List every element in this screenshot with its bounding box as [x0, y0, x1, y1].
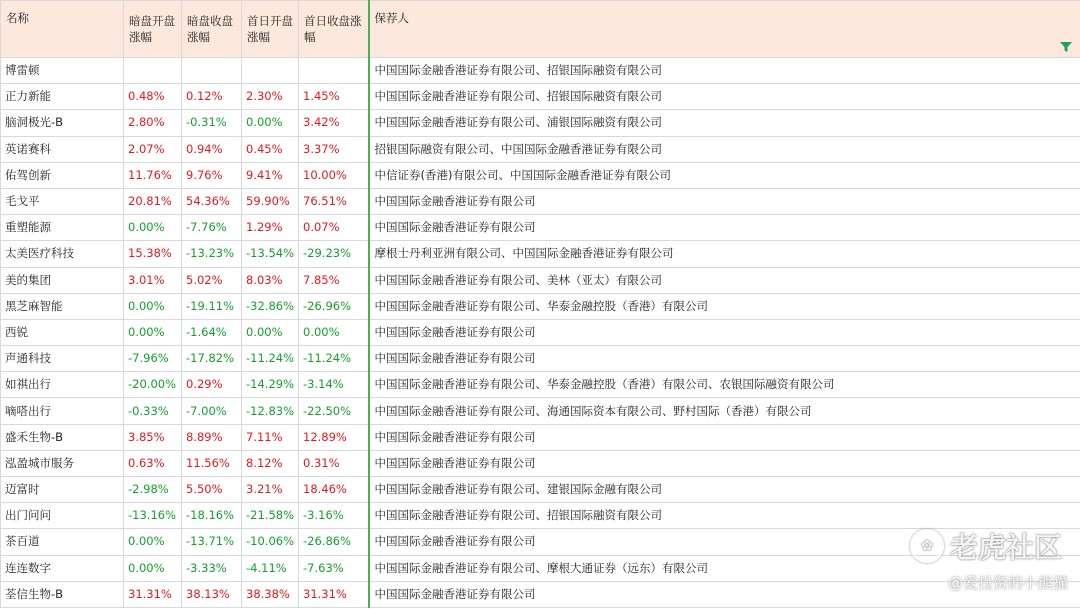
cell-dark-open[interactable]: -20.00%: [124, 372, 182, 398]
cell-name[interactable]: 美的集团: [1, 267, 124, 293]
cell-first-close[interactable]: 0.00%: [299, 319, 369, 345]
cell-name[interactable]: 嘀嗒出行: [1, 398, 124, 424]
cell-name[interactable]: 出门问问: [1, 503, 124, 529]
cell-name[interactable]: 黑芝麻智能: [1, 293, 124, 319]
cell-dark-open[interactable]: 2.07%: [124, 136, 182, 162]
cell-dark-close[interactable]: -17.82%: [182, 346, 242, 372]
cell-dark-close[interactable]: -18.16%: [182, 503, 242, 529]
cell-name[interactable]: 迈富时: [1, 477, 124, 503]
cell-first-close[interactable]: -7.63%: [299, 555, 369, 581]
cell-first-open[interactable]: 3.21%: [242, 477, 299, 503]
cell-first-close[interactable]: -26.96%: [299, 293, 369, 319]
cell-sponsor[interactable]: 中国国际金融香港证券有限公司、招银国际融资有限公司: [369, 503, 1080, 529]
cell-dark-open[interactable]: 0.00%: [124, 215, 182, 241]
table-row[interactable]: [1, 241, 1080, 267]
cell-dark-close[interactable]: -3.33%: [182, 555, 242, 581]
cell-first-open[interactable]: -10.06%: [242, 529, 299, 555]
header-sponsor[interactable]: [369, 1, 1080, 58]
cell-first-close[interactable]: 0.31%: [299, 450, 369, 476]
cell-name[interactable]: 西锐: [1, 319, 124, 345]
cell-dark-open[interactable]: 15.38%: [124, 241, 182, 267]
cell-dark-open[interactable]: 11.76%: [124, 162, 182, 188]
cell-first-open[interactable]: -21.58%: [242, 503, 299, 529]
table-row[interactable]: [1, 84, 1080, 110]
table-row[interactable]: [1, 136, 1080, 162]
cell-first-open[interactable]: -4.11%: [242, 555, 299, 581]
watermark-brand: 老虎社区: [949, 531, 1062, 564]
cell-dark-open[interactable]: -0.33%: [124, 398, 182, 424]
cell-dark-close[interactable]: [182, 58, 242, 84]
cell-sponsor[interactable]: 中国国际金融香港证券有限公司: [369, 581, 1080, 607]
cell-name[interactable]: 泓盈城市服务: [1, 450, 124, 476]
cell-first-close[interactable]: -22.50%: [299, 398, 369, 424]
header-first-open[interactable]: 首日开盘涨幅: [242, 1, 299, 58]
cell-dark-open[interactable]: 3.85%: [124, 424, 182, 450]
header-name[interactable]: 名称: [1, 1, 124, 58]
cell-dark-close[interactable]: -7.00%: [182, 398, 242, 424]
cell-name[interactable]: 博雷顿: [1, 58, 124, 84]
cell-first-close[interactable]: [299, 58, 369, 84]
cell-name[interactable]: 佑驾创新: [1, 162, 124, 188]
cell-dark-close[interactable]: 38.13%: [182, 581, 242, 607]
cell-sponsor[interactable]: 中国国际金融香港证券有限公司: [369, 529, 1080, 555]
cell-first-close[interactable]: 3.37%: [299, 136, 369, 162]
cell-first-close[interactable]: 31.31%: [299, 581, 369, 607]
cell-first-open[interactable]: 7.11%: [242, 424, 299, 450]
cell-name[interactable]: 荃信生物-B: [1, 581, 124, 607]
cell-first-open[interactable]: 0.00%: [242, 110, 299, 136]
cell-sponsor[interactable]: 中国国际金融香港证券有限公司: [369, 188, 1080, 214]
cell-dark-open[interactable]: 0.00%: [124, 293, 182, 319]
cell-name[interactable]: 重塑能源: [1, 215, 124, 241]
cell-sponsor[interactable]: 中国国际金融香港证券有限公司、招银国际融资有限公司: [369, 58, 1080, 84]
cell-first-close[interactable]: 76.51%: [299, 188, 369, 214]
cell-sponsor[interactable]: 中国国际金融香港证券有限公司、摩根大通证券（远东）有限公司: [369, 555, 1080, 581]
cell-dark-open[interactable]: 31.31%: [124, 581, 182, 607]
cell-first-close[interactable]: 10.00%: [299, 162, 369, 188]
cell-dark-open[interactable]: 0.00%: [124, 555, 182, 581]
cell-first-open[interactable]: 8.12%: [242, 450, 299, 476]
table-row[interactable]: [1, 267, 1080, 293]
cell-first-close[interactable]: -26.86%: [299, 529, 369, 555]
cell-dark-close[interactable]: -13.23%: [182, 241, 242, 267]
cell-name[interactable]: 脑洞极光-B: [1, 110, 124, 136]
table-row[interactable]: [1, 398, 1080, 424]
cell-name[interactable]: 正力新能: [1, 84, 124, 110]
cell-sponsor[interactable]: 中国国际金融香港证券有限公司: [369, 215, 1080, 241]
table-row[interactable]: [1, 293, 1080, 319]
cell-dark-close[interactable]: 0.29%: [182, 372, 242, 398]
table-row[interactable]: [1, 450, 1080, 476]
cell-first-close[interactable]: 3.42%: [299, 110, 369, 136]
table-row[interactable]: [1, 346, 1080, 372]
cell-sponsor[interactable]: 中国国际金融香港证券有限公司、招银国际融资有限公司: [369, 84, 1080, 110]
cell-name[interactable]: 连连数字: [1, 555, 124, 581]
header-row: [1, 1, 1080, 58]
cell-first-open[interactable]: 9.41%: [242, 162, 299, 188]
cell-first-open[interactable]: -14.29%: [242, 372, 299, 398]
cell-first-open[interactable]: 0.45%: [242, 136, 299, 162]
cell-sponsor[interactable]: 中国国际金融香港证券有限公司: [369, 450, 1080, 476]
cell-dark-close[interactable]: 11.56%: [182, 450, 242, 476]
cell-dark-close[interactable]: 5.50%: [182, 477, 242, 503]
cell-first-close[interactable]: -29.23%: [299, 241, 369, 267]
cell-dark-close[interactable]: 8.89%: [182, 424, 242, 450]
cell-dark-open[interactable]: -2.98%: [124, 477, 182, 503]
cell-first-open[interactable]: 1.29%: [242, 215, 299, 241]
cell-first-open[interactable]: 38.38%: [242, 581, 299, 607]
cell-first-close[interactable]: 1.45%: [299, 84, 369, 110]
cell-dark-close[interactable]: 0.94%: [182, 136, 242, 162]
cell-dark-close[interactable]: 5.02%: [182, 267, 242, 293]
cell-sponsor[interactable]: 摩根士丹利亚洲有限公司、中国国际金融香港证券有限公司: [369, 241, 1080, 267]
cell-dark-open[interactable]: 3.01%: [124, 267, 182, 293]
cell-sponsor[interactable]: 中国国际金融香港证券有限公司、建银国际金融有限公司: [369, 477, 1080, 503]
cell-first-open[interactable]: 59.90%: [242, 188, 299, 214]
cell-sponsor[interactable]: 中国国际金融香港证券有限公司、美林（亚太）有限公司: [369, 267, 1080, 293]
table-row[interactable]: [1, 215, 1080, 241]
table-row[interactable]: [1, 162, 1080, 188]
cell-sponsor[interactable]: 中国国际金融香港证券有限公司、海通国际资本有限公司、野村国际（香港）有限公司: [369, 398, 1080, 424]
table-row[interactable]: [1, 581, 1080, 607]
cell-first-open[interactable]: -11.24%: [242, 346, 299, 372]
watermark-logo: [910, 526, 1062, 566]
cell-first-open[interactable]: -32.86%: [242, 293, 299, 319]
cell-first-close[interactable]: -3.14%: [299, 372, 369, 398]
cell-first-open[interactable]: -13.54%: [242, 241, 299, 267]
cell-name[interactable]: 盛禾生物-B: [1, 424, 124, 450]
table-row[interactable]: [1, 503, 1080, 529]
cell-first-open[interactable]: 8.03%: [242, 267, 299, 293]
tiger-paw-icon: ✿: [910, 529, 944, 563]
cell-dark-close[interactable]: -1.64%: [182, 319, 242, 345]
table-row[interactable]: [1, 110, 1080, 136]
cell-dark-open[interactable]: 2.80%: [124, 110, 182, 136]
cell-first-open[interactable]: 2.30%: [242, 84, 299, 110]
cell-dark-open[interactable]: -13.16%: [124, 503, 182, 529]
cell-name[interactable]: 毛戈平: [1, 188, 124, 214]
cell-first-close[interactable]: 12.89%: [299, 424, 369, 450]
cell-first-close[interactable]: 18.46%: [299, 477, 369, 503]
watermark-user: @爱投资的小熊猫: [947, 574, 1068, 592]
cell-sponsor[interactable]: 中国国际金融香港证券有限公司、华泰金融控股（香港）有限公司、农银国际融资有限公司: [369, 372, 1080, 398]
cell-sponsor[interactable]: 中国国际金融香港证券有限公司、浦银国际融资有限公司: [369, 110, 1080, 136]
header-sponsor-label: 保荐人: [374, 11, 409, 25]
cell-name[interactable]: 声通科技: [1, 346, 124, 372]
header-first-close[interactable]: 首日收盘涨幅: [299, 1, 369, 58]
cell-dark-open[interactable]: 0.48%: [124, 84, 182, 110]
cell-dark-close[interactable]: -13.71%: [182, 529, 242, 555]
cell-dark-close[interactable]: 54.36%: [182, 188, 242, 214]
table-row[interactable]: [1, 188, 1080, 214]
cell-sponsor[interactable]: 中国国际金融香港证券有限公司: [369, 346, 1080, 372]
cell-dark-open[interactable]: [124, 58, 182, 84]
table-row[interactable]: [1, 424, 1080, 450]
cell-first-close[interactable]: -11.24%: [299, 346, 369, 372]
cell-dark-close[interactable]: 9.76%: [182, 162, 242, 188]
cell-first-open[interactable]: -12.83%: [242, 398, 299, 424]
cell-name[interactable]: 如祺出行: [1, 372, 124, 398]
cell-first-open[interactable]: 0.00%: [242, 319, 299, 345]
cell-dark-close[interactable]: 0.12%: [182, 84, 242, 110]
header-dark-close[interactable]: 暗盘收盘涨幅: [182, 1, 242, 58]
cell-sponsor[interactable]: 中信证券(香港)有限公司、中国国际金融香港证券有限公司: [369, 162, 1080, 188]
cell-dark-close[interactable]: -19.11%: [182, 293, 242, 319]
cell-sponsor[interactable]: 中国国际金融香港证券有限公司: [369, 424, 1080, 450]
cell-sponsor[interactable]: 中国国际金融香港证券有限公司: [369, 319, 1080, 345]
cell-sponsor[interactable]: 招银国际融资有限公司、中国国际金融香港证券有限公司: [369, 136, 1080, 162]
cell-first-close[interactable]: 0.07%: [299, 215, 369, 241]
cell-dark-close[interactable]: -7.76%: [182, 215, 242, 241]
cell-dark-close[interactable]: -0.31%: [182, 110, 242, 136]
header-dark-open[interactable]: 暗盘开盘涨幅: [124, 1, 182, 58]
cell-dark-open[interactable]: 20.81%: [124, 188, 182, 214]
table-row[interactable]: [1, 372, 1080, 398]
table-row[interactable]: [1, 58, 1080, 84]
cell-dark-open[interactable]: 0.63%: [124, 450, 182, 476]
cell-dark-open[interactable]: 0.00%: [124, 319, 182, 345]
cell-first-close[interactable]: 7.85%: [299, 267, 369, 293]
cell-name[interactable]: 茶百道: [1, 529, 124, 555]
cell-dark-open[interactable]: 0.00%: [124, 529, 182, 555]
filter-icon[interactable]: [1060, 42, 1072, 52]
cell-sponsor[interactable]: 中国国际金融香港证券有限公司、华泰金融控股（香港）有限公司: [369, 293, 1080, 319]
table-row[interactable]: [1, 477, 1080, 503]
cell-first-open[interactable]: [242, 58, 299, 84]
cell-name[interactable]: 英诺赛科: [1, 136, 124, 162]
cell-first-close[interactable]: -3.16%: [299, 503, 369, 529]
cell-name[interactable]: 太美医疗科技: [1, 241, 124, 267]
table-row[interactable]: [1, 319, 1080, 345]
cell-dark-open[interactable]: -7.96%: [124, 346, 182, 372]
